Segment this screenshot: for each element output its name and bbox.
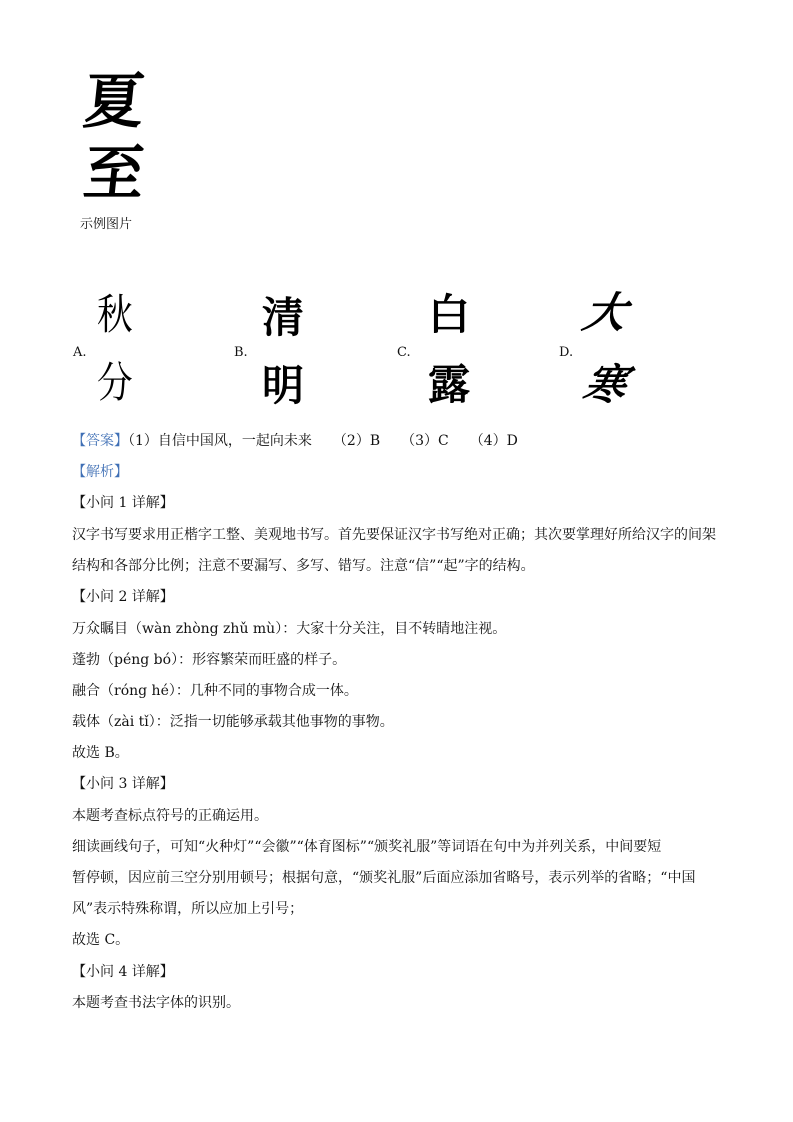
option-c-char-2: 露: [428, 360, 471, 409]
section-2-line-2: 蓬勃（péng bó）：形容繁荣而旺盛的样子。: [72, 652, 347, 668]
sample-char-xia: 夏: [80, 67, 148, 137]
section-2-line-4: 载体（zài tǐ）：泛指一切能够承载其他事物的事物。: [72, 714, 394, 730]
section-3-line-5: 故选 C。: [72, 932, 130, 948]
analysis-tag: 【解析】: [72, 464, 128, 480]
answer-line: [72, 431, 518, 451]
section-3-line-3: 暂停顿，因应前三空分别用顿号；根据句意，“颁奖礼服”后面应添加省略号，表示列举的省略；“中国: [72, 870, 696, 886]
section-2-line-5: 故选 B。: [72, 745, 129, 761]
option-c-label: C.: [397, 345, 411, 360]
section-2-heading: 【小问 2 详解】: [72, 589, 174, 605]
section-1-heading: 【小问 1 详解】: [72, 495, 174, 511]
option-d-char-2: 寒: [578, 360, 632, 409]
answer-tag: 【答案】: [72, 433, 128, 449]
section-4-heading: 【小问 4 详解】: [72, 964, 174, 980]
section-2-line-3: 融合（róng hé）：几种不同的事物合成一体。: [72, 683, 358, 699]
option-b-char-2: 明: [262, 361, 305, 410]
sample-char-zhi: 至: [80, 139, 148, 209]
option-a-char-2: 分: [97, 358, 132, 407]
section-2-line-1: 万众瞩目（wàn zhòng zhǔ mù）：大家十分关注，目不转睛地注视。: [72, 621, 507, 637]
section-3-line-4: 风”表示特殊称谓，所以应加上引号；: [72, 901, 304, 917]
section-1-line-2: 结构和各部分比例；注意不要漏写、多写、错写。注意“信”“起”字的结构。: [72, 558, 535, 574]
section-3-heading: 【小问 3 详解】: [72, 776, 174, 792]
section-1-line-1: 汉字书写要求用正楷字工整、美观地书写。首先要保证汉字书写绝对正确；其次要掌理好所给汉字的间架: [72, 527, 716, 543]
section-4-line-1: 本题考查书法字体的识别。: [72, 995, 240, 1011]
option-c-char-1: 白: [428, 290, 471, 339]
option-b-label: B.: [234, 345, 248, 360]
sample-caption: 示例图片: [80, 217, 133, 232]
section-3-line-1: 本题考查标点符号的正确运用。: [72, 808, 268, 824]
option-d-label: D.: [559, 345, 574, 360]
option-b-char-1: 清: [262, 293, 305, 342]
section-3-line-2: 细读画线句子，可知“火种灯”“会徽”“体育图标”“颁奖礼服”等词语在句中为并列关系，中间要短: [72, 839, 662, 855]
option-d-char-1: 大: [578, 288, 632, 337]
answer-text: （1）自信中国风，一起向未来 （2）B （3）C （4）D: [128, 433, 518, 449]
option-a-char-1: 秋: [97, 290, 132, 339]
option-a-label: A.: [73, 345, 87, 360]
